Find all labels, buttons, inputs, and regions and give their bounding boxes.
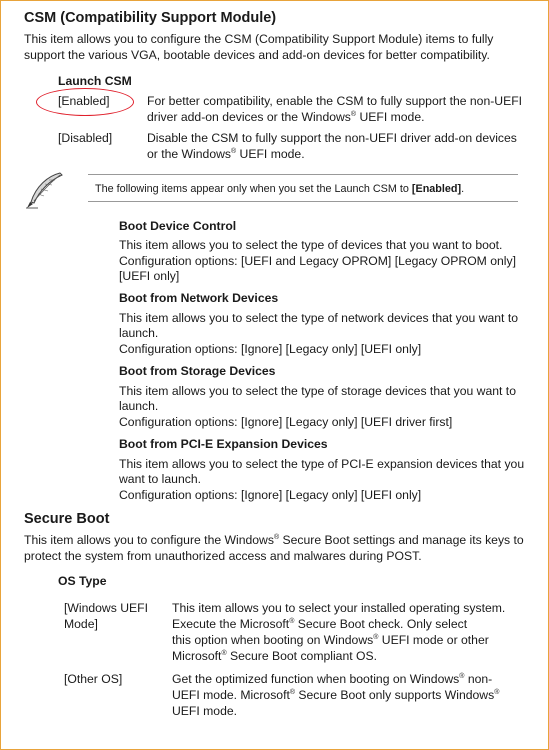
- boot-storage-line-2: launch.: [119, 399, 159, 413]
- other-os-desc-2: UEFI mode. Microsoft® Secure Boot only supports Windows®: [172, 688, 500, 702]
- windows-uefi-desc-3: this option when booting on Windows® UEFI mode or other: [172, 633, 489, 647]
- enabled-option-desc-2: driver add-on devices or the Windows® UEFI mode.: [147, 110, 425, 124]
- csm-intro-line-1: This item allows you to configure the CSM (Compatibility Support Module) items to fully: [24, 32, 494, 46]
- windows-uefi-desc-2: Execute the Microsoft® Secure Boot check. Only select: [172, 617, 468, 631]
- boot-network-title: Boot from Network Devices: [119, 291, 279, 305]
- boot-device-control-line-3: [UEFI only]: [119, 269, 180, 283]
- os-type-title: OS Type: [58, 574, 107, 588]
- windows-uefi-desc-4: Microsoft® Secure Boot compliant OS.: [172, 649, 377, 663]
- disabled-option-desc-2: or the Windows® UEFI mode.: [147, 147, 305, 161]
- enabled-option-key: [Enabled]: [58, 94, 110, 108]
- note-bottom-rule: [88, 201, 518, 202]
- boot-pcie-line-1: This item allows you to select the type of PCI-E expansion devices that you: [119, 457, 525, 471]
- boot-network-line-3: Configuration options: [Ignore] [Legacy only] [UEFI only]: [119, 342, 422, 356]
- boot-pcie-line-2: want to launch.: [119, 472, 201, 486]
- other-os-desc-1: Get the optimized function when booting on Windows® non-: [172, 672, 493, 686]
- boot-pcie-line-3: Configuration options: [Ignore] [Legacy only] [UEFI only]: [119, 488, 422, 502]
- csm-intro-line-2: support the various VGA, bootable devices and add-on devices for better compatibility.: [24, 48, 490, 62]
- boot-device-control-title: Boot Device Control: [119, 219, 237, 233]
- other-os-key: [Other OS]: [64, 672, 123, 686]
- launch-csm-title: Launch CSM: [58, 74, 132, 88]
- note-top-rule: [88, 174, 518, 175]
- boot-storage-line-3: Configuration options: [Ignore] [Legacy only] [UEFI driver first]: [119, 415, 453, 429]
- csm-section-title: CSM (Compatibility Support Module): [24, 10, 277, 26]
- boot-network-line-2: launch.: [119, 326, 159, 340]
- boot-device-control-line-2: Configuration options: [UEFI and Legacy OPROM] [Legacy OPROM only]: [119, 254, 516, 268]
- secure-boot-intro-2: protect the system from unauthorized access and malwares during POST.: [24, 549, 422, 563]
- boot-device-control-line-1: This item allows you to select the type of devices that you want to boot.: [119, 238, 503, 252]
- secure-boot-intro-1: This item allows you to configure the Windows® Secure Boot settings and manage its keys to: [24, 533, 524, 547]
- feather-pen-icon: [24, 170, 66, 210]
- boot-storage-title: Boot from Storage Devices: [119, 364, 276, 378]
- windows-uefi-key-2: Mode]: [64, 617, 98, 631]
- disabled-option-key: [Disabled]: [58, 131, 113, 145]
- windows-uefi-desc-1: This item allows you to select your installed operating system.: [172, 601, 506, 615]
- boot-pcie-title: Boot from PCI-E Expansion Devices: [119, 437, 328, 451]
- other-os-desc-3: UEFI mode.: [172, 704, 238, 718]
- disabled-option-desc-1: Disable the CSM to fully support the non-UEFI driver add-on devices: [147, 131, 517, 145]
- boot-network-line-1: This item allows you to select the type of network devices that you want to: [119, 311, 518, 325]
- boot-storage-line-1: This item allows you to select the type of storage devices that you want to: [119, 384, 516, 398]
- enabled-option-desc-1: For better compatibility, enable the CSM to fully support the non-UEFI: [147, 94, 523, 108]
- secure-boot-title: Secure Boot: [24, 511, 110, 527]
- windows-uefi-key-1: [Windows UEFI: [64, 601, 148, 615]
- note-text: The following items appear only when you set the Launch CSM to [Enabled].: [95, 183, 465, 195]
